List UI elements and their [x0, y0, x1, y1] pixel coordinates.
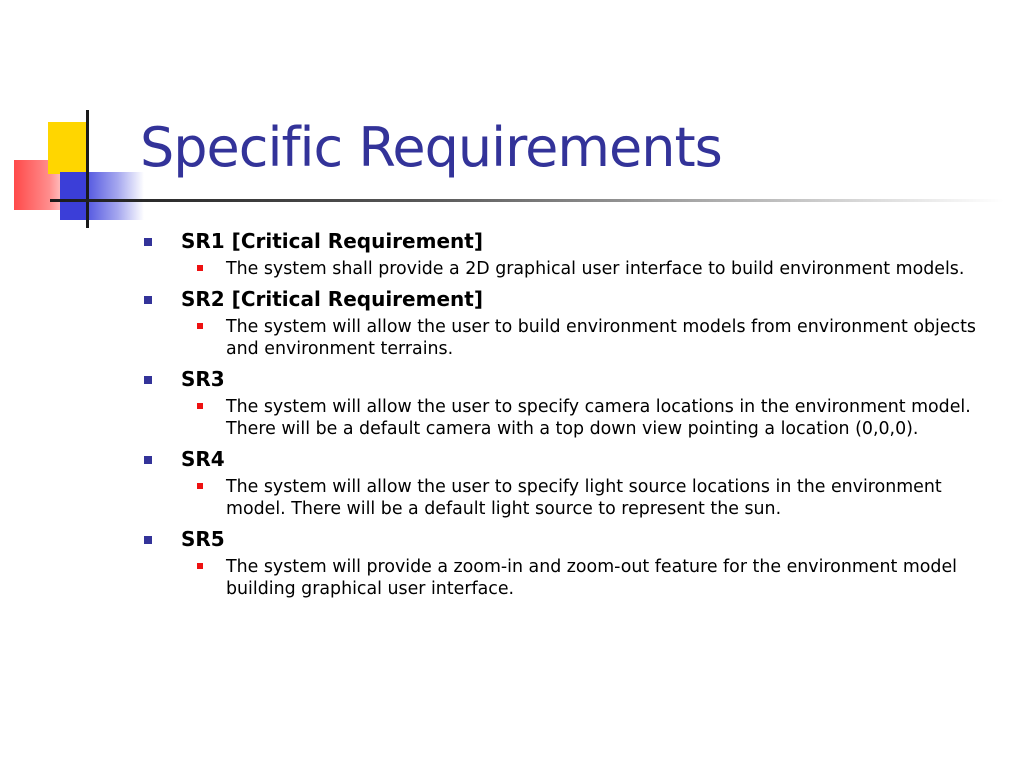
requirement-sr5 [144, 526, 1004, 600]
requirement-heading [144, 228, 1004, 256]
square-bullet-icon [144, 456, 152, 464]
requirement-detail [144, 556, 1004, 600]
small-square-bullet-icon [197, 403, 203, 409]
requirement-label: SR3 [181, 367, 225, 391]
small-square-bullet-icon [197, 323, 203, 329]
square-bullet-icon [144, 536, 152, 544]
square-bullet-icon [144, 376, 152, 384]
requirement-detail [144, 396, 1004, 440]
requirement-detail [144, 476, 1004, 520]
decoration-blue-square [60, 172, 86, 220]
small-square-bullet-icon [197, 563, 203, 569]
square-bullet-icon [144, 296, 152, 304]
requirements-list [144, 228, 1004, 606]
requirement-heading [144, 446, 1004, 474]
requirement-sr1 [144, 228, 1004, 280]
small-square-bullet-icon [197, 265, 203, 271]
requirement-sr3 [144, 366, 1004, 440]
requirement-heading [144, 526, 1004, 554]
title-underline [50, 199, 1004, 202]
requirement-detail [144, 258, 1004, 280]
requirement-detail [144, 316, 1004, 360]
slide-title: Specific Requirements [140, 116, 722, 179]
requirement-text: The system shall provide a 2D graphical user interface to build environment models. [226, 259, 965, 279]
requirement-label: SR1 [Critical Requirement] [181, 229, 483, 253]
decoration-blue-gradient [86, 172, 144, 220]
square-bullet-icon [144, 238, 152, 246]
small-square-bullet-icon [197, 483, 203, 489]
requirement-text: The system will allow the user to specify camera locations in the environment model. There will be a default camera with a top down view pointing a location (0,0,0). [226, 397, 971, 439]
requirement-label: SR2 [Critical Requirement] [181, 287, 483, 311]
requirement-text: The system will provide a zoom-in and zoom-out feature for the environment model building graphical user interface. [226, 557, 958, 599]
requirement-sr4 [144, 446, 1004, 520]
decoration-vertical-line [86, 110, 89, 228]
requirement-sr2 [144, 286, 1004, 360]
requirement-text: The system will allow the user to build environment models from environment objects and environment terrains. [226, 317, 976, 359]
requirement-text: The system will allow the user to specify light source locations in the environment model. There will be a default light source to represent the sun. [226, 477, 942, 519]
requirement-label: SR5 [181, 527, 225, 551]
requirement-heading [144, 286, 1004, 314]
decoration-yellow-square [48, 122, 88, 174]
requirement-label: SR4 [181, 447, 225, 471]
requirement-heading [144, 366, 1004, 394]
